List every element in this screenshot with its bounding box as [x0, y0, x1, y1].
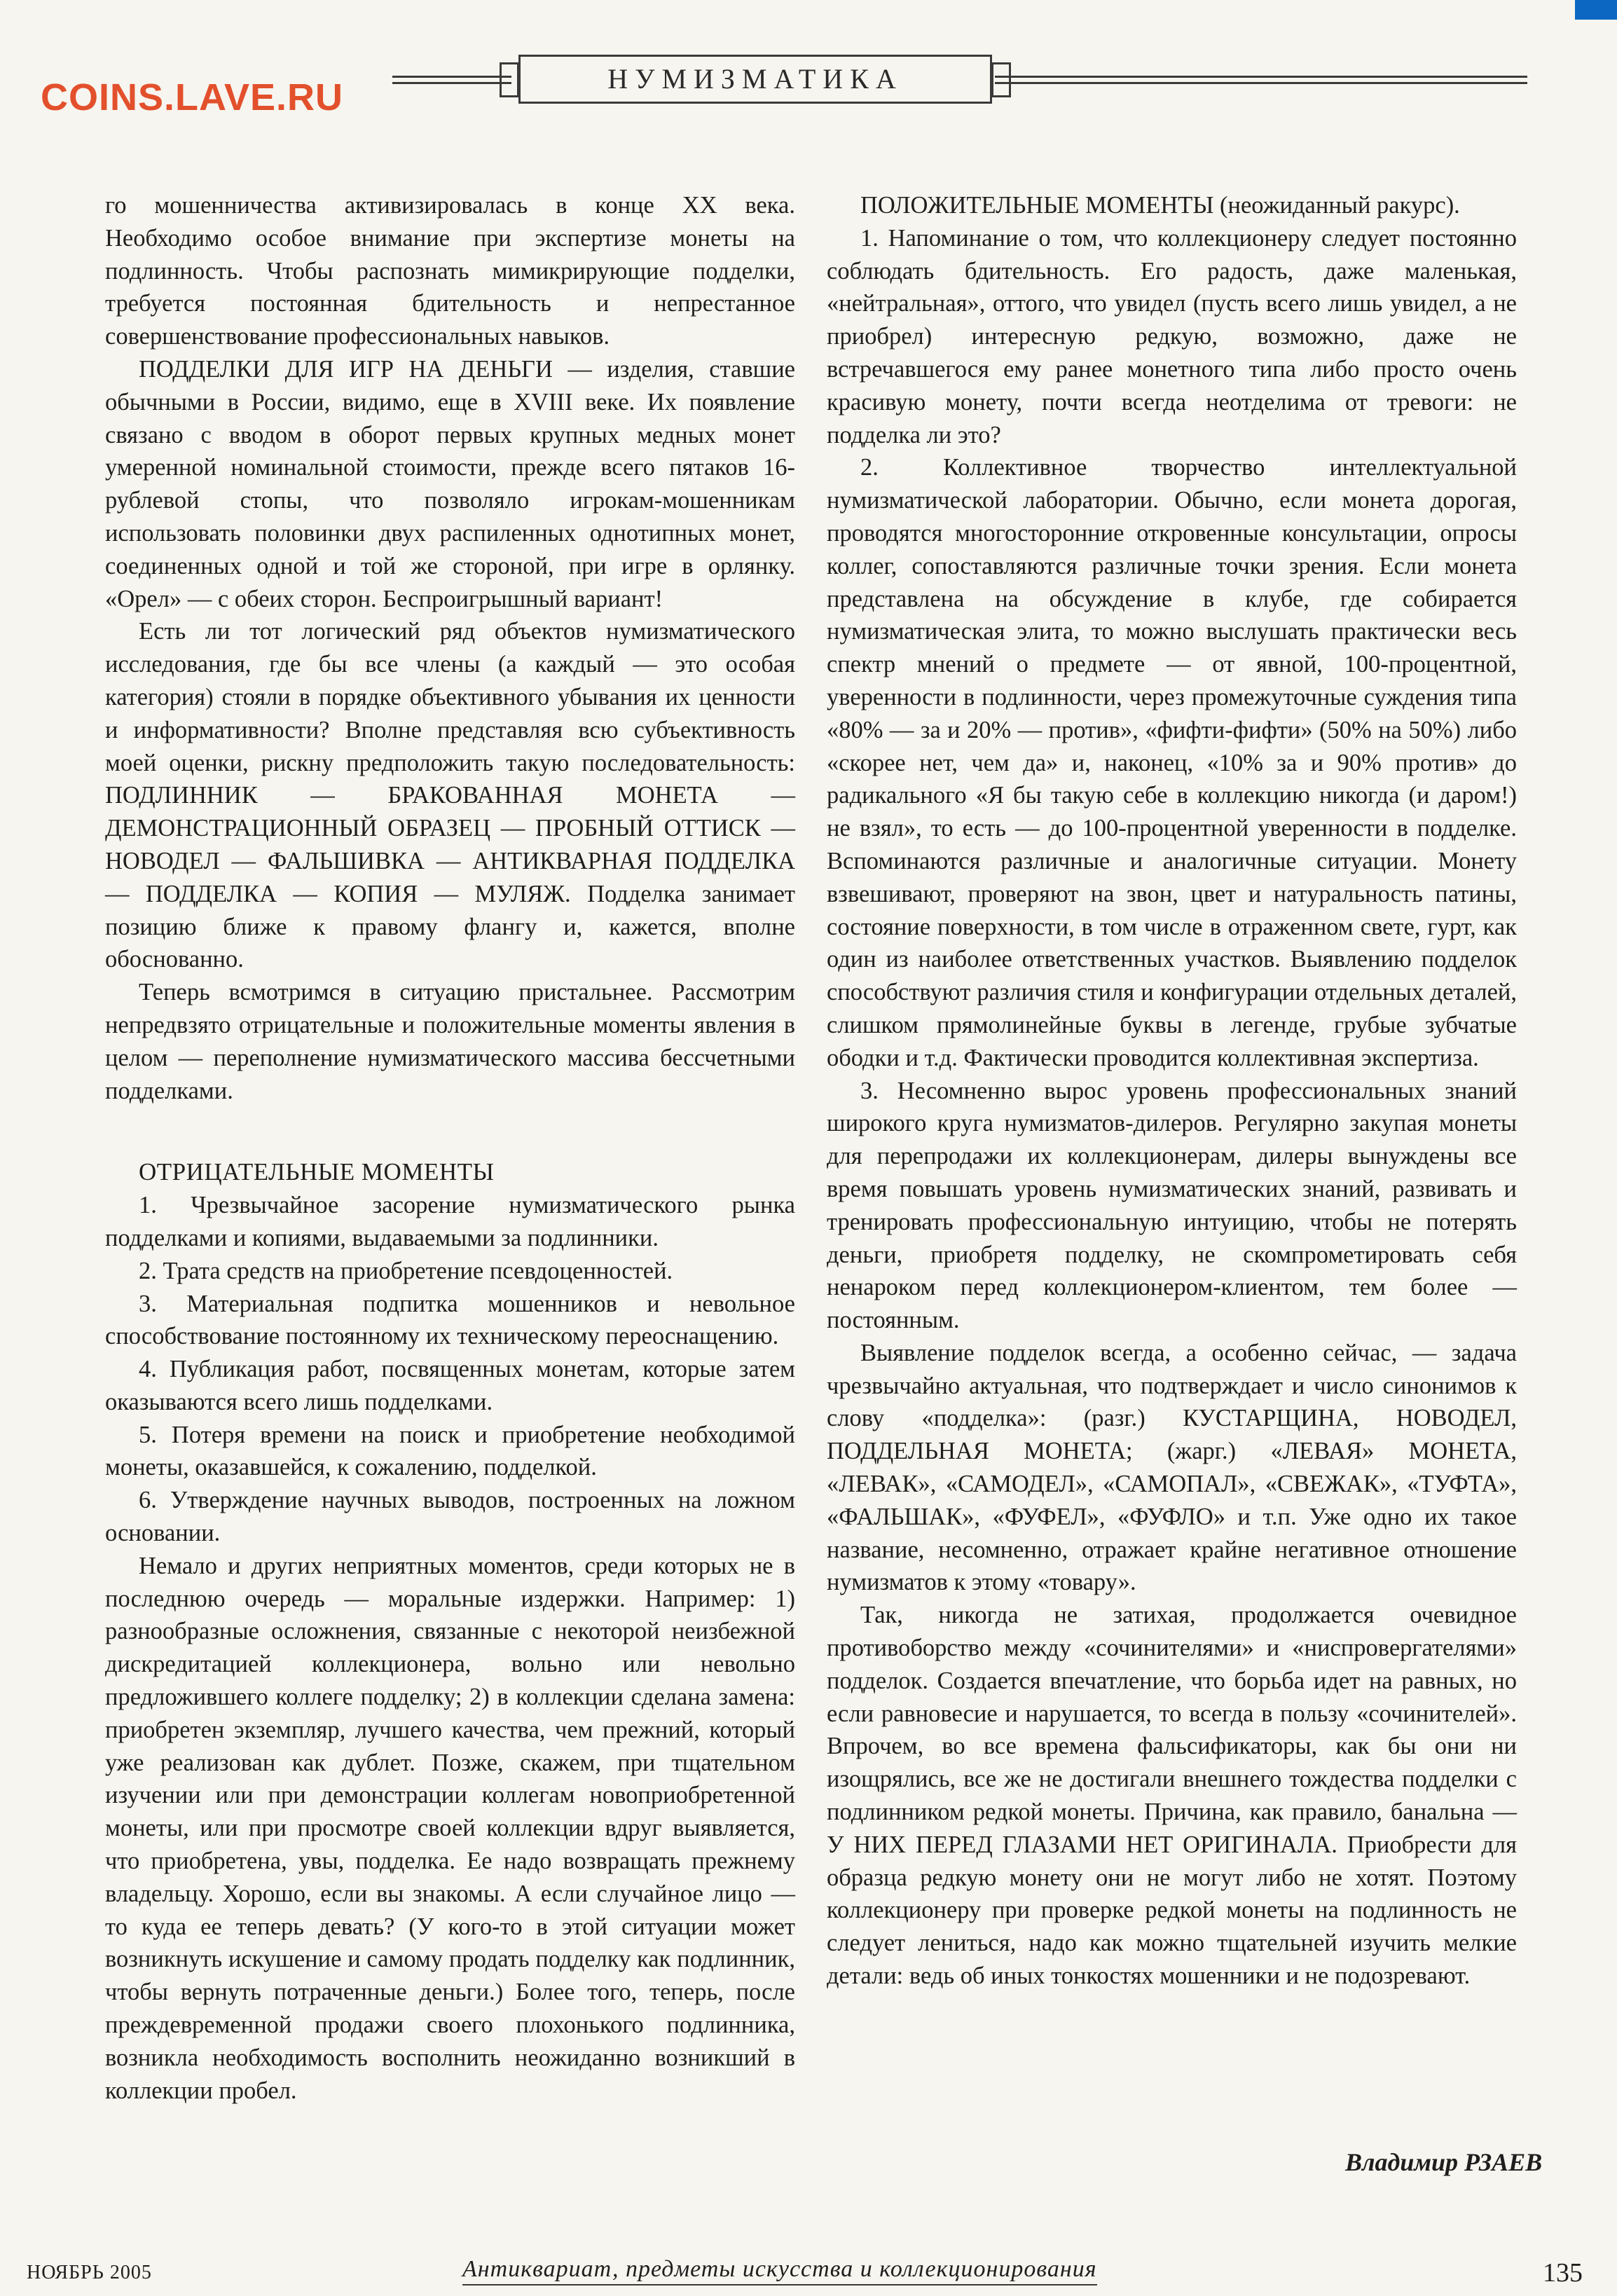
right-column: [827, 189, 1517, 1993]
page-number: 135: [1543, 2258, 1583, 2288]
list-item: 1. Чрезвычайное засорение нумизматического рынка подделками и копиями, выдаваемыми за подлинники.: [105, 1192, 795, 1251]
paragraph: ПОДДЕЛКИ ДЛЯ ИГР НА ДЕНЬГИ — изделия, ставшие обычными в России, видимо, еще в XVIII веке. Их появление связано с вводом в оборот первых крупных медных монет умеренной номинальной стоимости, прежде всего пятаков 16-рублевой стопы, что позволяло игрокам-мошенникам использовать половинки двух распиленных однотипных монет, соединенных одной и той же стороной, при игре в орлянку. «Орел» — с обеих сторон. Беспроигрышный вариант!: [105, 355, 795, 612]
watermark-text: COINS.LAVE.RU: [41, 76, 344, 118]
left-column: [105, 189, 795, 2107]
footer-issue-date: НОЯБРЬ 2005: [27, 2262, 152, 2283]
section-title: НУМИЗМАТИКА: [518, 55, 992, 104]
list-item: 6. Утверждение научных выводов, построенных на ложном основании.: [105, 1487, 795, 1547]
list-item: 2. Трата средств на приобретение псевдоценностей.: [139, 1257, 673, 1284]
paragraph: Теперь всмотримся в ситуацию пристальнее. Рассмотрим непредвзято отрицательные и положительные моменты явления в целом — переполнение нумизматического массива бессчетными подделками.: [105, 979, 795, 1104]
paragraph: Выявление подделок всегда, а особенно сейчас, — задача чрезвычайно актуальная, что подтверждает и число синонимов к слову «подделка»: (разг.) КУСТАРЩИНА, НОВОДЕЛ, ПОДДЕЛЬНАЯ МОНЕТА; (жарг.) «ЛЕВАЯ» МОНЕТА, «ЛЕВАК», «САМОДЕЛ», «САМОПАЛ», «СВЕЖАК», «ТУФТА», «ФАЛЬШАК», «ФУФЕЛ», «ФУФЛО» и т.п. Уже одно их такое название, несомненно, отражает крайне негативное отношение нумизматов к этому «товару».: [827, 1339, 1517, 1596]
paragraph: Немало и других неприятных моментов, среди которых не в последнюю очередь — моральные издержки. Например: 1) разнообразные осложнения, связанные с некоторой неизбежной дискредитацией коллекционера, вольно или невольно предложившего коллеге подделку; 2) в коллекции сделана замена: приобретен экземпляр, лучшего качества, чем прежний, который уже реализован как дублет. Позже, скажем, при тщательном изучении или при демонстрации коллегам новоприобретенной монеты, или при просмотре своей коллекции вдруг выявляется, что приобретена, увы, подделка. Ее надо возвращать прежнему владельцу. Хорошо, если вы знакомы. А если случайное лицо — то куда ее теперь девать? (У кого-то в этой ситуации может возникнуть искушение и самому продать подделку как подлинник, чтобы вернуть потраченные деньги.) Более того, теперь, после преждевременной продажи своего плохонького подлинника, возникла необходимость восполнить неожиданно возникший в коллекции пробел.: [105, 1552, 795, 2104]
list-item: 1. Напоминание о том, что коллекционеру следует постоянно соблюдать бдительность. Его радость, даже маленькая, «нейтральная», оттого, что увидел (пусть всего лишь увидел, а не приобрел) интересную редкую, возможно, даже не встречавшегося ему ранее монетного типа либо просто очень красивую монету, почти всегда неотделима от тревоги: не подделка ли это?: [827, 224, 1517, 448]
author-signature: Владимир РЗАЕВ: [1345, 2148, 1543, 2176]
corner-tab: [1575, 0, 1617, 20]
footer-magazine-title: Антиквариат, предметы искусства и коллекционирования: [462, 2256, 1097, 2285]
list-item: 4. Публикация работ, посвященных монетам, которые затем оказываются всего лишь подделками.: [105, 1356, 795, 1415]
positive-heading: ПОЛОЖИТЕЛЬНЫЕ МОМЕНТЫ (неожиданный ракурс).: [860, 192, 1460, 219]
list-item: 5. Потеря времени на поиск и приобретение необходимой монеты, оказавшейся, к сожалению, подделкой.: [105, 1421, 795, 1481]
header-rule-left: [392, 76, 511, 84]
paragraph: го мошенничества активизировалась в конце XX века. Необходимо особое внимание при экспертизе монеты на подлинность. Чтобы распознать мимикрирующие подделки, требуется постоянная бдительность и непрестанное совершенствование профессиональных навыков.: [105, 192, 795, 350]
list-item: 3. Материальная подпитка мошенников и невольное способствование постоянному их техническому переоснащению.: [105, 1290, 795, 1350]
negative-heading: ОТРИЦАТЕЛЬНЫЕ МОМЕНТЫ: [139, 1158, 495, 1186]
paragraph: Так, никогда не затихая, продолжается очевидное противоборство между «сочинителями» и «ниспровергателями» подделок. Создается впечатление, что борьба идет на равных, но если равновесие и нарушается, то всегда в пользу «сочинителей». Впрочем, во все времена фальсификаторы, как бы они ни изощрялись, все же не достигали внешнего тождества подделки с подлинником редкой монеты. Причина, как правило, банальна — У НИХ ПЕРЕД ГЛАЗАМИ НЕТ ОРИГИНАЛА. Приобрести для образца редкую монету они не могут либо не хотят. Поэтому коллекционеру при проверке редкой монеты на подлинность не следует лениться, надо как можно тщательней изучить мелкие детали: ведь об иных тонкостях мошенники и не подозревают.: [827, 1602, 1517, 1990]
header-rule-right: [995, 76, 1527, 84]
list-item: 3. Несомненно вырос уровень профессиональных знаний широкого круга нумизматов-дилеров. Регулярно закупая монеты для перепродажи их коллекционерам, дилеры вынуждены все время повышать уровень нумизматических знаний, развивать и тренировать профессиональную интуицию, чтобы не потерять деньги, приобретя подделку, не скомпрометировать себя ненароком перед коллекционером-клиентом, тем более — постоянным.: [827, 1077, 1517, 1334]
paragraph: Есть ли тот логический ряд объектов нумизматического исследования, где бы все члены (а каждый — это особая категория) стояли в порядке объективного убывания их ценности и информативности? Вполне представляя всю субъективность моей оценки, рискну предположить такую последовательность: ПОДЛИННИК — БРАКОВАННАЯ МОНЕТА — ДЕМОНСТРАЦИОННЫЙ ОБРАЗЕЦ — ПРОБНЫЙ ОТТИСК — НОВОДЕЛ — ФАЛЬШИВКА — АНТИКВАРНАЯ ПОДДЕЛКА — ПОДДЕЛКА — КОПИЯ — МУЛЯЖ. Подделка занимает позицию ближе к правому флангу и, кажется, вполне обоснованно.: [105, 618, 795, 973]
list-item: 2. Коллективное творчество интеллектуальной нумизматической лаборатории. Обычно, если монета дорогая, проводятся многосторонние откровенные консультации, опросы коллег, сопоставляются различные точки зрения. Если монета представлена на обсуждение в клубе, где собирается нумизматическая элита, то можно выслушать практически весь спектр мнений о предмете — от явной, 100-процентной, уверенности в подлинности, через промежуточные суждения типа «80% — за и 20% — против», «фифти-фифти» (50% на 50%) либо «скорее нет, чем да» и, наконец, «10% за и 90% против» до радикального «Я бы такую себе в коллекцию никогда (и даром!) не взял», то есть — до 100-процентной уверенности в подделке. Вспоминаются различные и аналогичные ситуации. Монету взвешивают, проверяют на звон, цвет и натуральность патины, состояние поверхности, в том числе в отраженном свете, гурт, как один из наиболее ответственных участков. Выявлению подделок способствуют различия стиля и конфигурации отдельных деталей, слишком прямолинейные буквы в легенде, грубые зубчатые ободки и т.д. Фактически проводится коллективная экспертиза.: [827, 454, 1517, 1071]
